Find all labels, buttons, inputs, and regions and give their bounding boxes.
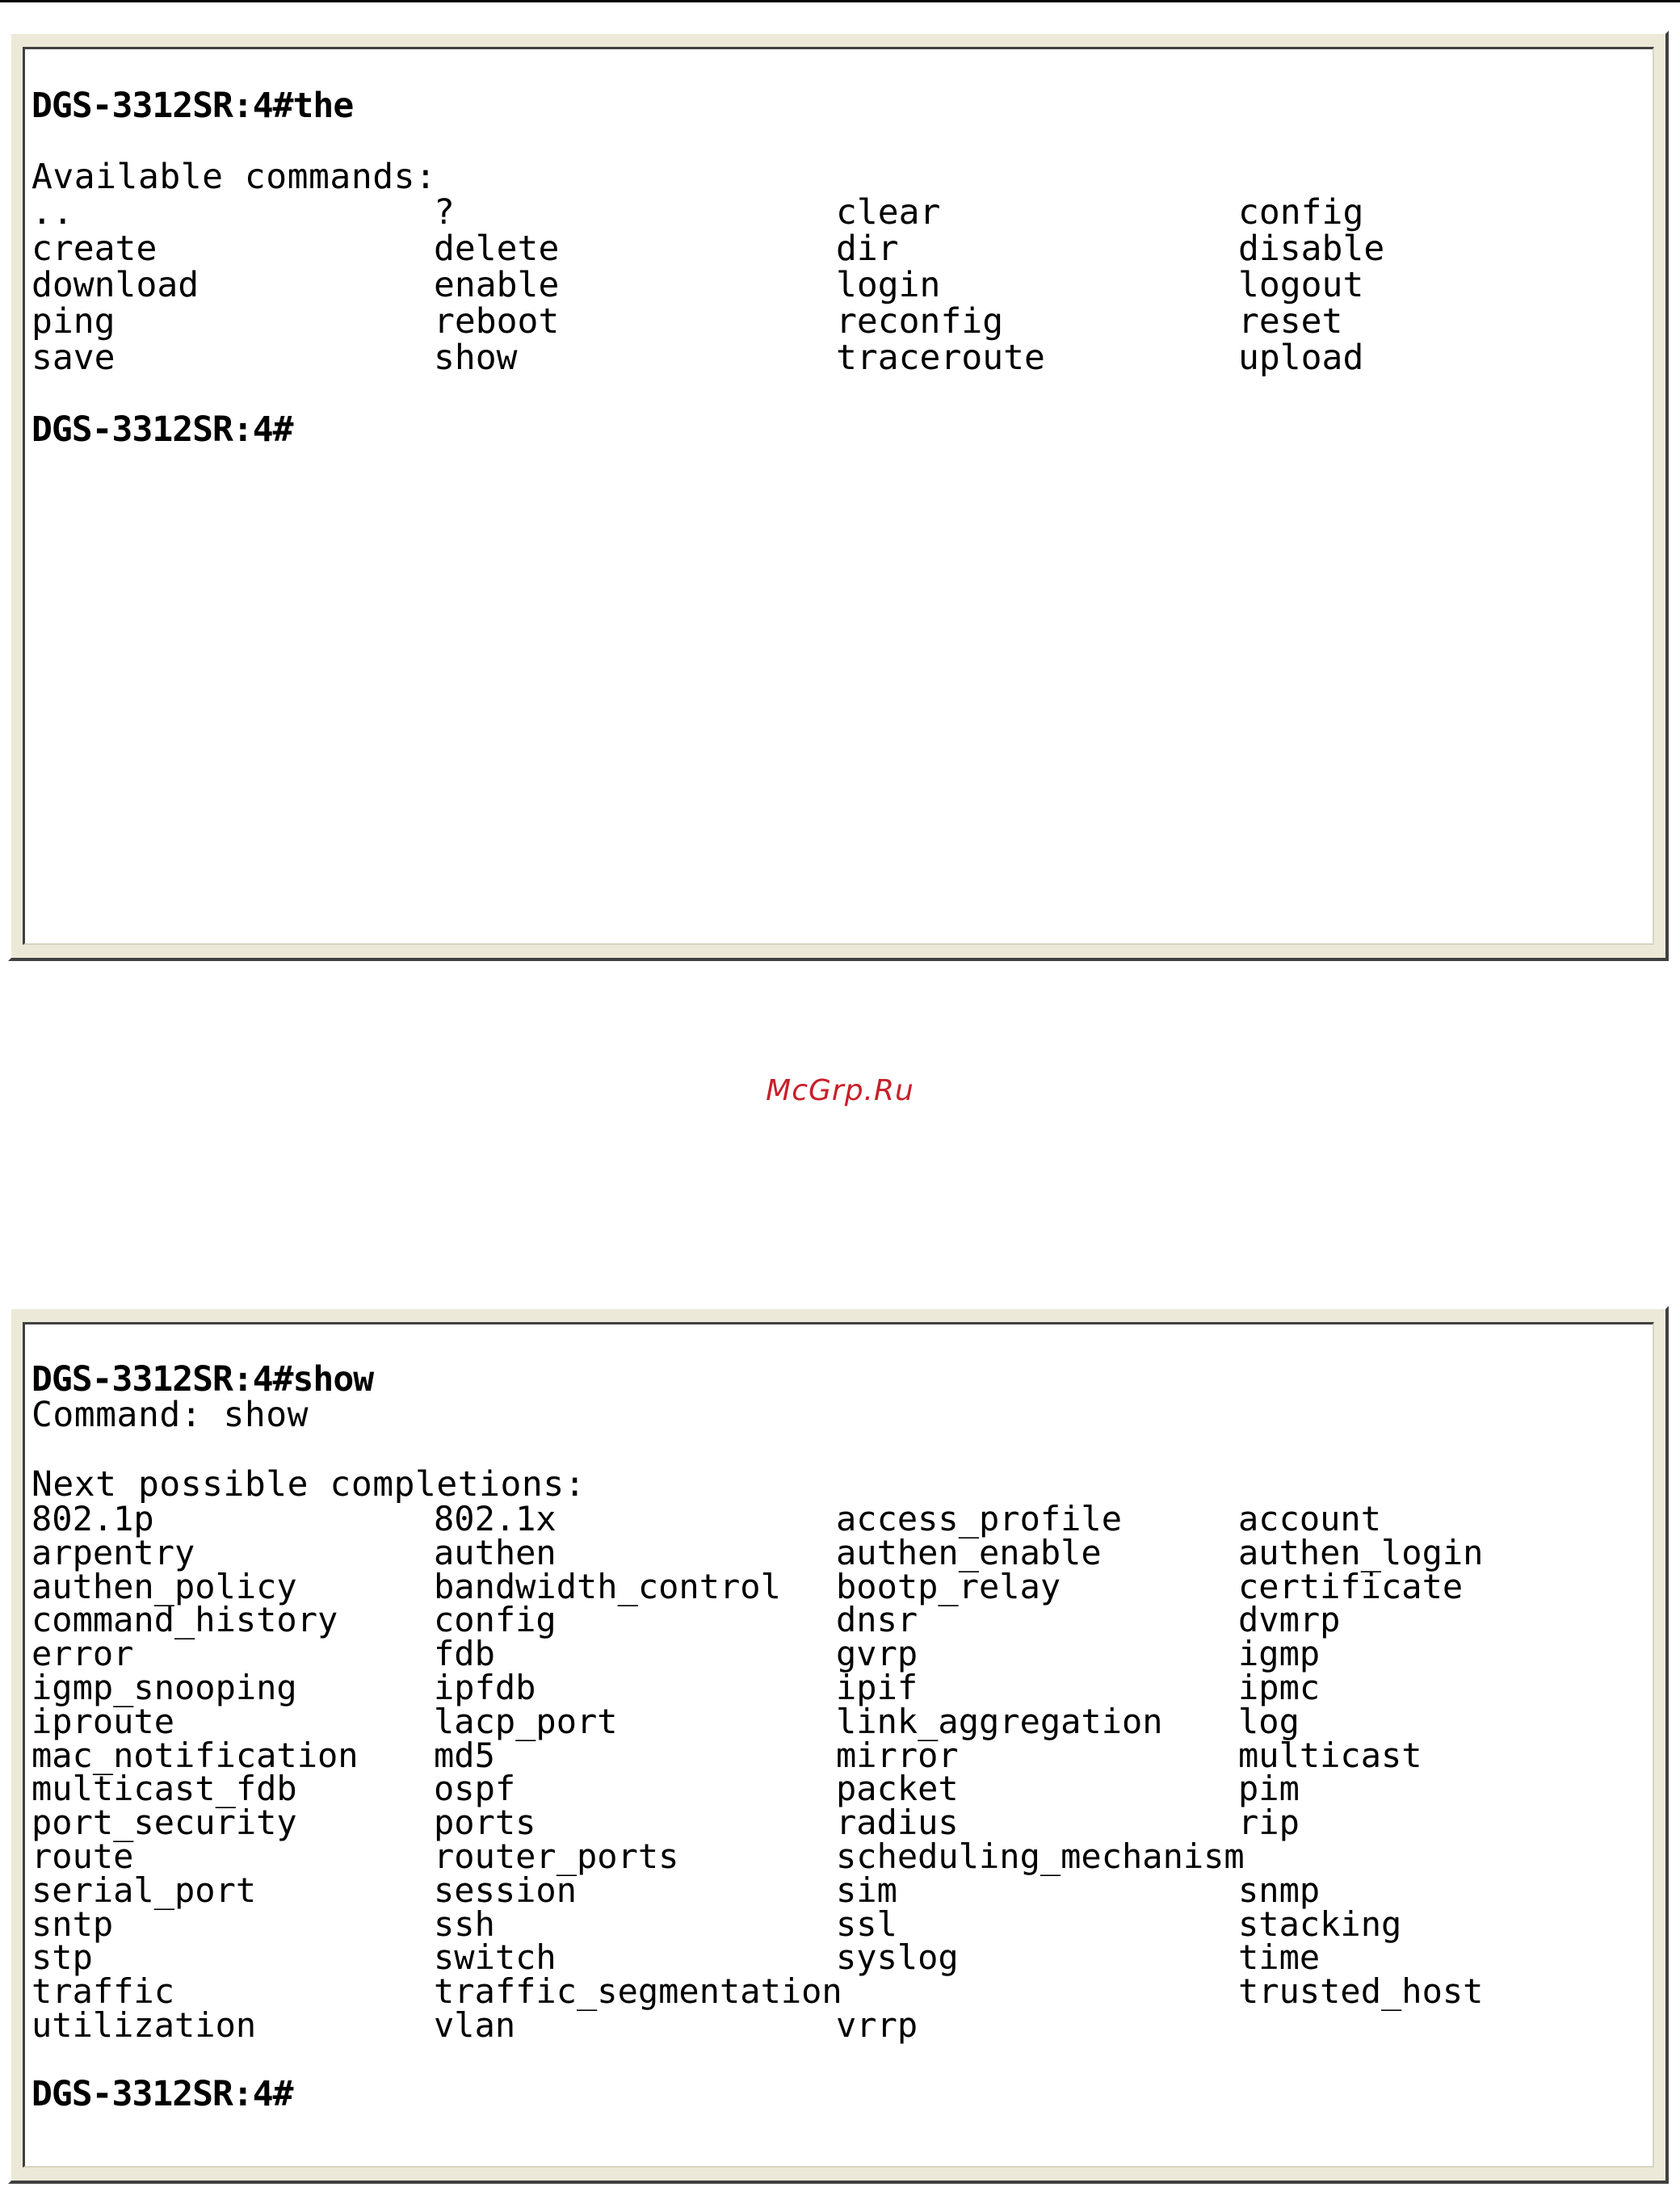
- command-item: reconfig: [836, 301, 1004, 342]
- completion-item: bootp_relay: [836, 1566, 1061, 1606]
- completion-item: ipfdb: [434, 1667, 536, 1707]
- completion-item: link_aggregation: [836, 1701, 1163, 1741]
- completion-item: fdb: [434, 1634, 495, 1674]
- completion-item: arpentry: [32, 1532, 195, 1572]
- command-item: show: [434, 338, 518, 378]
- completion-item: igmp_snooping: [32, 1667, 297, 1707]
- completion-item: stacking: [1238, 1904, 1402, 1944]
- completion-item: pim: [1238, 1769, 1300, 1809]
- completion-item: 802.1x: [434, 1499, 556, 1538]
- terminal-screen[interactable]: [23, 1322, 1654, 2168]
- completion-item: iproute: [32, 1701, 175, 1741]
- completion-item: router_ports: [434, 1836, 679, 1876]
- command-item: upload: [1238, 338, 1364, 378]
- completion-item: traffic_segmentation: [434, 1971, 842, 2012]
- completion-item: [1238, 1840, 1640, 1874]
- completion-item: lacp_port: [434, 1701, 618, 1741]
- completion-item: multicast: [1238, 1735, 1422, 1775]
- completion-item: command_history: [32, 1600, 338, 1640]
- console-window-show-completions: [8, 1306, 1669, 2184]
- completion-item: ipmc: [1238, 1667, 1321, 1707]
- completion-item: authen_enable: [836, 1532, 1102, 1572]
- terminal-screen[interactable]: [23, 47, 1654, 945]
- console-window-available-commands: [8, 31, 1669, 961]
- completion-item: ipif: [836, 1667, 918, 1707]
- completion-item: time: [1238, 1937, 1321, 1978]
- completions-list: [32, 1499, 1653, 2045]
- completion-item: trusted_host: [1238, 1971, 1484, 2012]
- completion-item: authen_login: [1238, 1532, 1484, 1572]
- completion-item: access_profile: [836, 1499, 1123, 1538]
- watermark: McGrp.Ru: [766, 1074, 914, 1107]
- command-item: clear: [836, 192, 941, 233]
- command-item: ping: [32, 301, 116, 342]
- commands-list: [32, 192, 1653, 378]
- completion-item: stp: [32, 1937, 93, 1978]
- completion-item: error: [32, 1634, 134, 1674]
- completion-item: log: [1238, 1701, 1300, 1741]
- completion-item: ssh: [434, 1904, 495, 1944]
- completion-item: route: [32, 1836, 134, 1876]
- output-heading: Next possible completions:: [32, 1464, 586, 1505]
- completion-item: config: [434, 1600, 556, 1640]
- completion-item: packet: [836, 1769, 959, 1809]
- completion-item: traffic: [32, 1971, 175, 2012]
- completion-item: utilization: [32, 2004, 257, 2045]
- command-item: enable: [434, 265, 560, 305]
- completion-item: ospf: [434, 1769, 516, 1809]
- completion-item: sntp: [32, 1904, 114, 1944]
- completion-item: port_security: [32, 1803, 297, 1843]
- command-item: dir: [836, 229, 899, 269]
- completion-item: rip: [1238, 1803, 1300, 1843]
- completion-item: scheduling_mechanism: [836, 1836, 1245, 1876]
- completion-item: certificate: [1238, 1566, 1464, 1606]
- completion-item: 802.1p: [32, 1499, 154, 1538]
- completion-item: vlan: [434, 2004, 516, 2045]
- prompt: DGS-3312SR:4#: [32, 2073, 293, 2114]
- completion-item: mac_notification: [32, 1735, 359, 1775]
- completion-item: [1238, 2009, 1640, 2042]
- completion-item: serial_port: [32, 1870, 257, 1910]
- command-item: disable: [1238, 229, 1385, 269]
- completion-item: syslog: [836, 1937, 959, 1978]
- completion-item: bandwidth_control: [434, 1566, 781, 1606]
- command-line: DGS-3312SR:4#the: [32, 86, 354, 126]
- completion-item: vrrp: [836, 2004, 918, 2045]
- command-item: save: [32, 338, 116, 378]
- top-rule: [0, 0, 1680, 2]
- completion-item: sim: [836, 1870, 897, 1910]
- completion-item: mirror: [836, 1735, 959, 1775]
- command-line: DGS-3312SR:4#show: [32, 1359, 374, 1400]
- command-item: delete: [434, 229, 560, 269]
- completion-item: gvrp: [836, 1634, 918, 1674]
- completion-item: ssl: [836, 1904, 897, 1944]
- output-heading: Available commands:: [32, 157, 437, 197]
- prompt: DGS-3312SR:4#: [32, 409, 293, 450]
- command-item: ?: [434, 192, 455, 233]
- command-item: ..: [32, 192, 74, 233]
- completion-item: dvmrp: [1238, 1600, 1341, 1640]
- command-item: logout: [1238, 265, 1364, 305]
- completion-item: ports: [434, 1803, 536, 1843]
- completion-item: snmp: [1238, 1870, 1321, 1910]
- completion-item: igmp: [1238, 1634, 1321, 1674]
- command-item: create: [32, 229, 158, 269]
- completion-item: dnsr: [836, 1600, 918, 1640]
- command-item: login: [836, 265, 941, 305]
- completion-item: radius: [836, 1803, 959, 1843]
- completion-item: authen_policy: [32, 1566, 297, 1606]
- completion-item: session: [434, 1870, 578, 1910]
- command-item: reboot: [434, 301, 560, 342]
- completion-item: account: [1238, 1499, 1382, 1538]
- completion-item: switch: [434, 1937, 556, 1978]
- completion-item: [836, 1975, 1238, 2009]
- command-item: download: [32, 265, 200, 305]
- completion-item: md5: [434, 1735, 495, 1775]
- command-item: reset: [1238, 301, 1343, 342]
- completion-item: multicast_fdb: [32, 1769, 297, 1809]
- completion-item: authen: [434, 1532, 556, 1572]
- command-echo: Command: show: [32, 1395, 309, 1435]
- command-item: config: [1238, 192, 1364, 233]
- command-item: traceroute: [836, 338, 1045, 378]
